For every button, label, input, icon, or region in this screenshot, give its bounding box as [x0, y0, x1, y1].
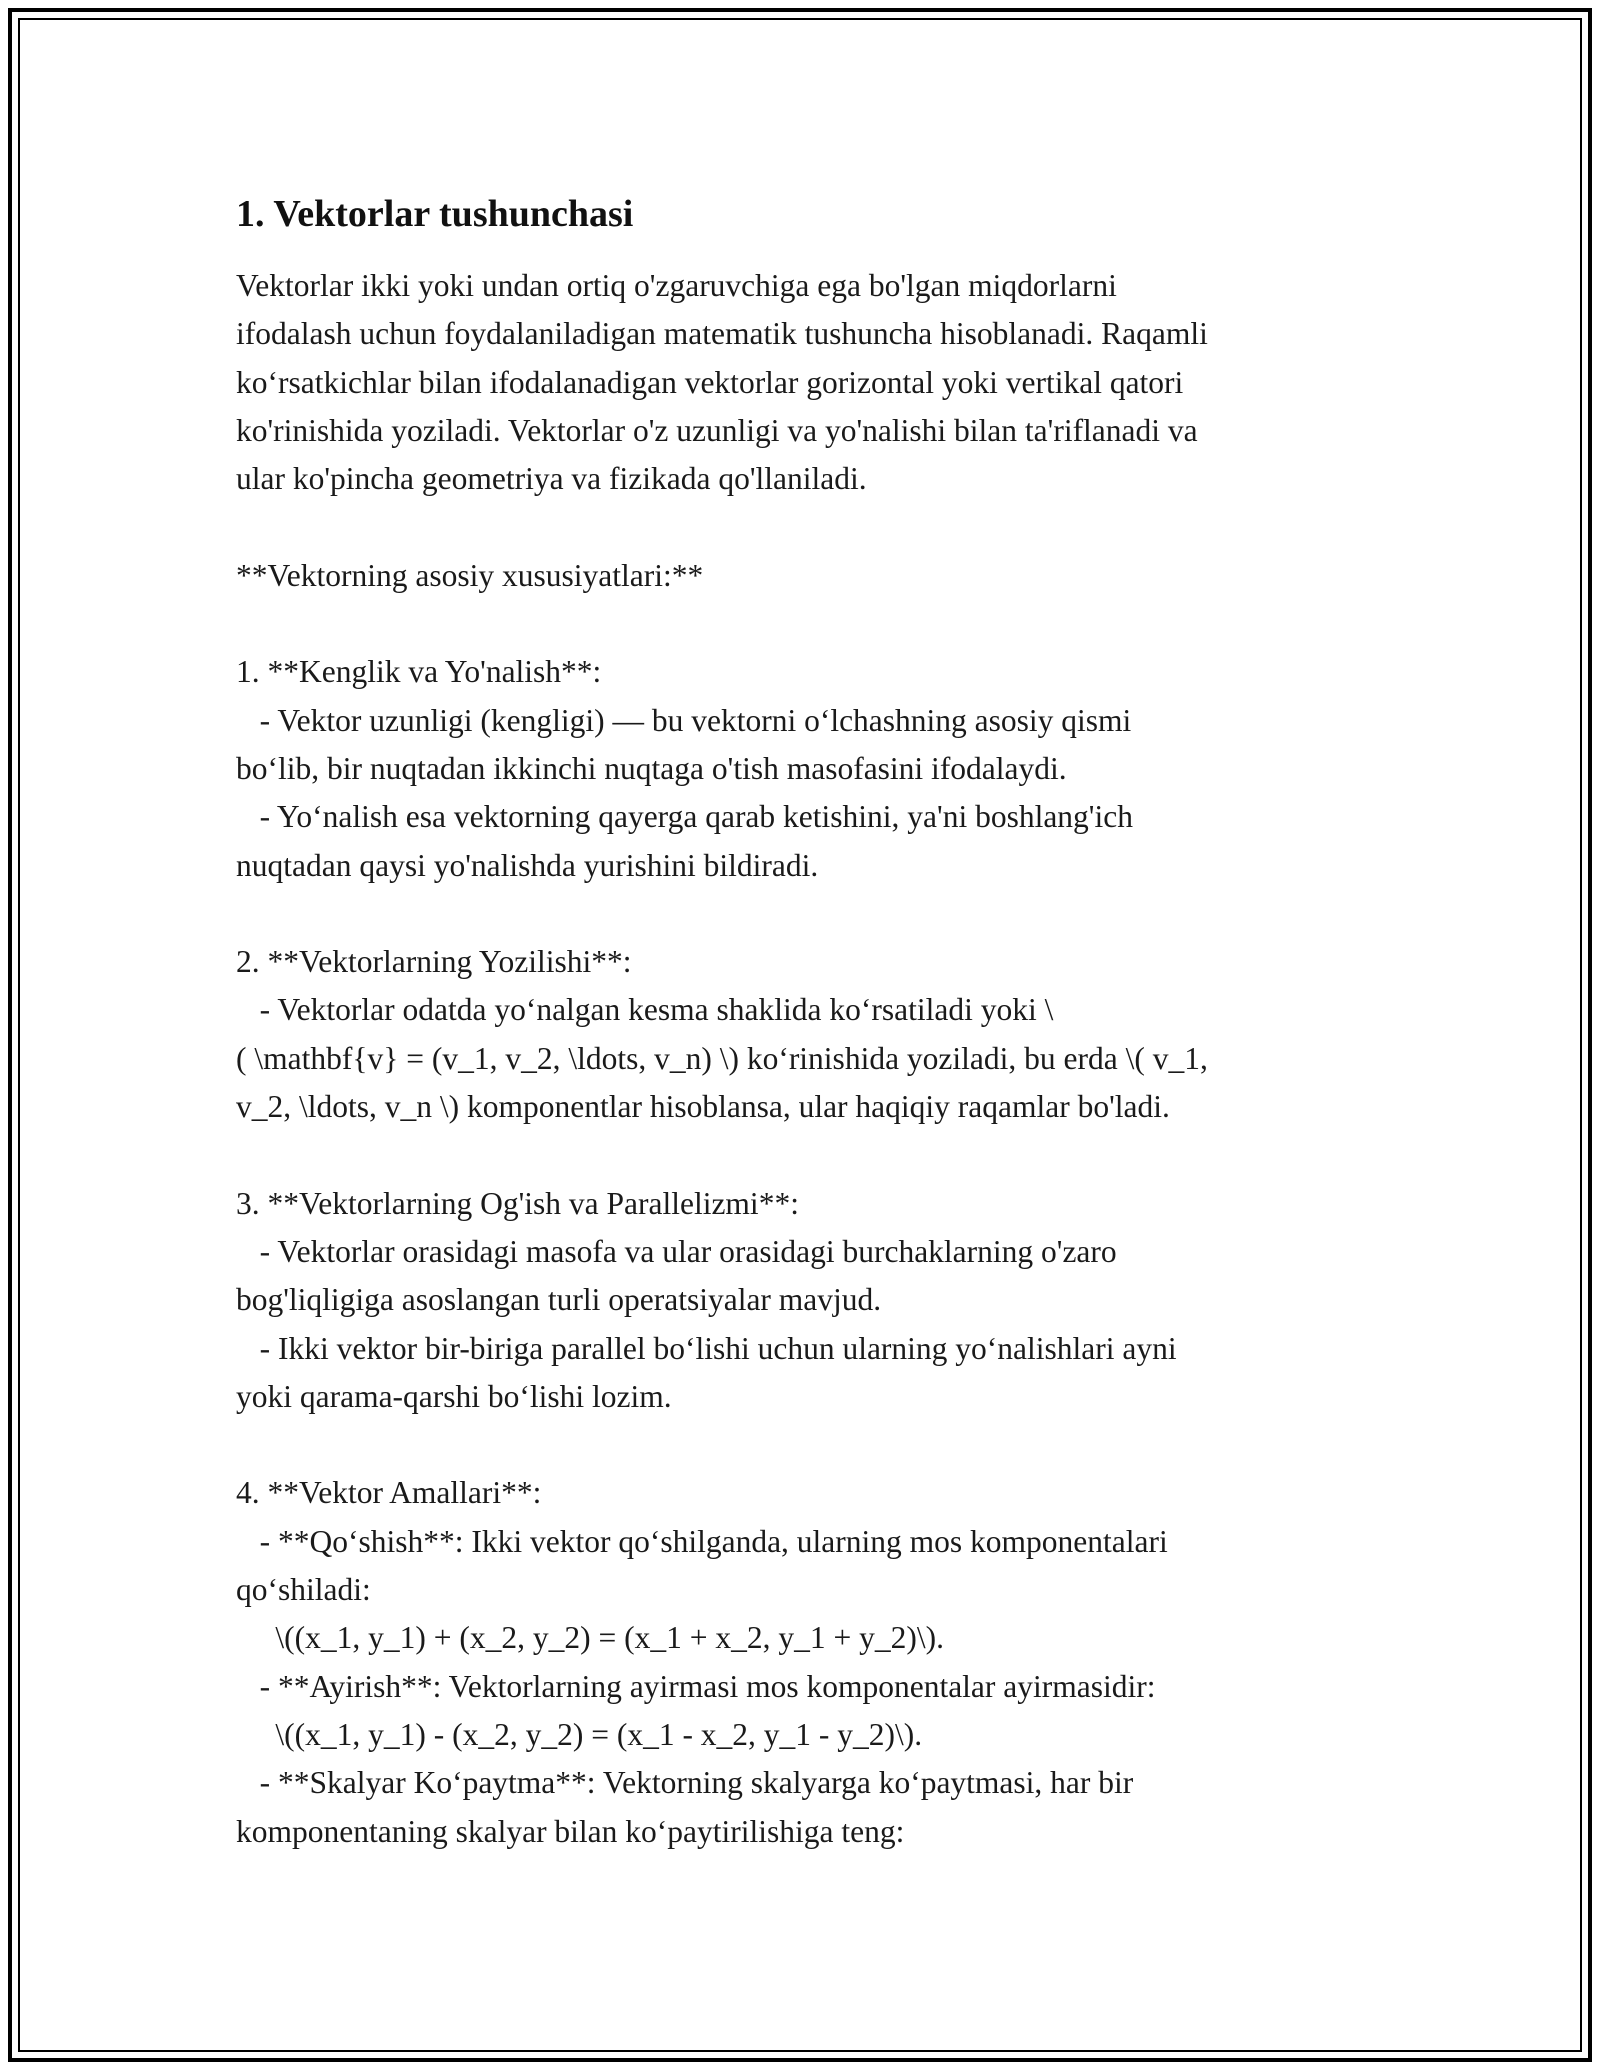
text-line: - **Ayirish**: Vektorlarning ayirmasi mos komponentalar ayirmasidir:: [236, 1668, 1156, 1704]
text-line: bog'liqligiga asoslangan turli operatsiyalar mavjud.: [236, 1282, 882, 1318]
text-line: ko‘rsatkichlar bilan ifodalanadigan vektorlar gorizontal yoki vertikal qatori: [236, 364, 1184, 400]
text-line: qo‘shiladi:: [236, 1572, 371, 1608]
text-line: - **Qo‘shish**: Ikki vektor qo‘shilganda, ularning mos komponentalari: [236, 1523, 1168, 1559]
text-line: - Vektor uzunligi (kengligi) — bu vektorni o‘lchashning asosiy qismi: [236, 702, 1132, 738]
blank-line: [236, 600, 1376, 648]
text-line: Vektorlar ikki yoki undan ortiq o'zgaruvchiga ega bo'lgan miqdorlarni: [236, 268, 1117, 303]
text-line: yoki qarama-qarshi bo‘lishi lozim.: [236, 1378, 672, 1414]
section-heading: 4. **Vektor Amallari**:: [236, 1475, 542, 1511]
section-ogish-parallelizmi: [236, 1180, 1376, 1421]
blank-line: [236, 1421, 1376, 1469]
text-line: - **Skalyar Ko‘paytma**: Vektorning skalyarga ko‘paytmasi, har bir: [236, 1765, 1134, 1801]
text-line: v_2, \ldots, v_n \) komponentlar hisoblansa, ular haqiqiy raqamlar bo'ladi.: [236, 1089, 1170, 1125]
blank-line: [236, 890, 1376, 938]
blank-line: [236, 1131, 1376, 1179]
formula-line: \((x_1, y_1) - (x_2, y_2) = (x_1 - x_2, y_1 - y_2)\).: [236, 1716, 923, 1752]
section-heading: 2. **Vektorlarning Yozilishi**:: [236, 944, 632, 980]
text-line: bo‘lib, bir nuqtadan ikkinchi nuqtaga o'tish masofasini ifodalaydi.: [236, 750, 1067, 786]
text-line: - Yo‘nalish esa vektorning qayerga qarab ketishini, ya'ni boshlang'ich: [236, 799, 1133, 835]
section-heading: 1. **Kenglik va Yo'nalish**:: [236, 654, 602, 690]
section-heading: 3. **Vektorlarning Og'ish va Parallelizmi**:: [236, 1185, 799, 1221]
section-kenglik-yonalish: [236, 648, 1376, 889]
text-line: - Vektorlar odatda yo‘nalgan kesma shaklida ko‘rsatiladi yoki \: [236, 992, 1054, 1028]
document-title: 1. Vektorlar tushunchasi: [236, 193, 634, 235]
formula-line: \((x_1, y_1) + (x_2, y_2) = (x_1 + x_2, y_1 + y_2)\).: [236, 1620, 944, 1656]
section-yozilishi: [236, 938, 1376, 1131]
text-line: nuqtadan qaysi yo'nalishda yurishini bildiradi.: [236, 847, 819, 883]
properties-heading: **Vektorning asosiy xususiyatlari:**: [236, 557, 704, 593]
text-line: komponentaning skalyar bilan ko‘paytirilishiga teng:: [236, 1813, 905, 1849]
intro-paragraph: [236, 262, 1376, 503]
text-line: - Vektorlar orasidagi masofa va ular orasidagi burchaklarning o'zaro: [236, 1233, 1117, 1269]
text-line: - Ikki vektor bir-biriga parallel bo‘lishi uchun ularning yo‘nalishlari ayni: [236, 1330, 1177, 1366]
document-body: [236, 185, 1376, 1856]
text-line: ko'rinishida yoziladi. Vektorlar o'z uzunligi va yo'nalishi bilan ta'riflanadi va: [236, 412, 1198, 448]
text-line: ular ko'pincha geometriya va fizikada qo'llaniladi.: [236, 461, 867, 497]
text-line: ( \mathbf{v} = (v_1, v_2, \ldots, v_n) \) ko‘rinishida yoziladi, bu erda \( v_1,: [236, 1040, 1208, 1076]
blank-line: [236, 503, 1376, 551]
section-vektor-amallari: [236, 1469, 1376, 1855]
text-line: ifodalash uchun foydalaniladigan matematik tushuncha hisoblanadi. Raqamli: [236, 316, 1208, 352]
